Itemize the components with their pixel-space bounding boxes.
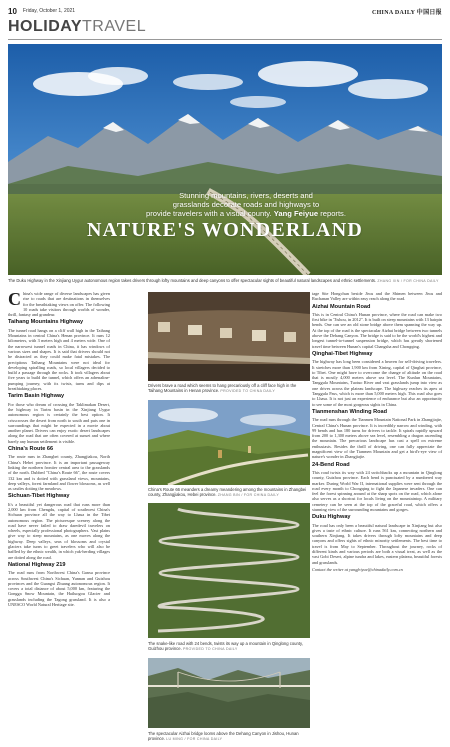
photo-caption-4 <box>148 731 310 742</box>
section-title <box>8 18 146 36</box>
subhead-tianmenshan: Tianmenshan Winding Road <box>312 408 388 415</box>
article-column-3 <box>312 291 442 574</box>
paragraph-aizhai: This is in Central China's Hunan province, where the road can make two first bike in "Jishou, in 2012". It is built on steep mountains with 13 hairpin bends. One can see an old stone bridge above them spanning the way up. At the top of the road is the spectacular Aizhai bridge between two tunnels above the Dehang Canyon. The bridge is said to be the world's highest and longest tunnel-to-tunnel suspension bridge, which has greatly shortened travel time between Hunan's capital Changsha and Chongqing. <box>312 311 442 349</box>
photo-caption-4-credit: LU MING / FOR CHINA DAILY <box>166 737 223 742</box>
tunnel-road-illustration <box>148 292 310 381</box>
hero-photo <box>8 44 442 275</box>
photo-caption-2 <box>148 487 310 498</box>
article-column-1 <box>8 291 110 609</box>
section-title-light: TRAVEL <box>82 18 147 35</box>
hero-caption-credit: ZHANG XIN / FOR CHINA DAILY <box>377 279 439 283</box>
hero-deck <box>126 191 366 218</box>
photo-24-bend-road <box>148 503 310 638</box>
photo-route-66 <box>148 400 310 485</box>
hero-caption-text: The Duku Highway in the Xinjiang Uygur autonomous region takes drivers through lofty mountains and deep canyons to offer spectacular sights of beautiful natural landscapes and ethnic settlements. <box>8 278 377 283</box>
paragraph-duku: The road has only been a beautiful natural landscape in Xinjiang but also gives a taste of ethnic culture. It runs 561 km, connecting northern and southern Xinjiang. It takes drivers through lofty mountains and deep canyons and offers sights of ethnic minority settlements. The best time to travel is from May to September. Throughout the journey, rocks of different kinds and various periods are both a visual treat, as well as the vast Gobi Desert, alpine tundra and lakes, eastern plateau, beautiful forests and grasslands. <box>312 522 442 565</box>
hero-caption <box>8 278 442 284</box>
photo-caption-1-credit: PROVIDED TO CHINA DAILY <box>220 389 276 394</box>
subhead-qinghai-tibet: Qinghai-Tibet Highway <box>312 350 373 357</box>
headline: NATURE'S WONDERLAND <box>87 219 363 241</box>
hero-deck-line: grasslands decorate roads and highways to <box>172 200 320 209</box>
paragraph-lead-in: tage Site Hongchun beside Jiwu and the Shimen between Jiwu and Ruchanan Valley are within easy reach along the road. <box>312 291 442 302</box>
photo-taihang-tunnel <box>148 292 310 381</box>
paragraph-route66: The route runs in Zhangbei county, Zhangjiakou, North China's Hebei province. It is an important passageway linking the northern frontier central area to the grasslands of the north. Dubbed "China's Route 66", the route covers 132 km and is dotted with grassland views, mountains, deep valleys, forest farmland and flower blossoms, as well as castles dotting the meadows. <box>8 454 110 492</box>
paragraph-sichuan-tibet: It's a beautiful yet dangerous road that runs more than 2,000 km from Chengdu, capital of southwest China's Sichuan province all the way to Lhasa in the Tibet autonomous region. The picturesque scenery along the road have never failed to draw daredevil travelers on wheels, especially professional photographers. Vast plains give way to steep mountains, as one moves along the highway. Deep valleys, seas of blossoms and crystal glaciers take turns to greet travelers who will also be baffled by the ethnic wealth, in which yak-herding villages are dotted along the road. <box>8 501 110 560</box>
photo-caption-3-credit: PROVIDED TO CHINA DAILY <box>182 647 238 652</box>
subhead-aizhai: Aizhai Mountain Road <box>312 303 371 310</box>
page-number: 10 <box>8 6 17 16</box>
intro-text: hina's wide range of diverse landscapes has given rise to roads that are destinations in themselves for the breathtaking views on offer. The following 10 roads take visitors through worlds of wonder, thrill, fantasy and grandeur. <box>8 291 110 318</box>
hero-deck-line-3 <box>126 209 366 218</box>
masthead-bar <box>8 6 442 16</box>
subhead-sichuan-tibet: Sichuan-Tibet Highway <box>8 493 70 500</box>
photo-caption-3-text: The snake-like road with 24 bends, twists its way up a mountain in Qinglong county, Guizhou province. <box>148 641 303 652</box>
photo-aizhai-bridge <box>148 658 310 728</box>
switchback-road-illustration <box>148 503 310 638</box>
photo-caption-3 <box>148 641 310 652</box>
subhead-taihang: Taihang Mountains Highway <box>8 319 84 326</box>
photo-caption-4-text: The spectacular Aizhai bridge looms above the Dehang Canyon in Jishou, Hunan province. <box>148 731 299 742</box>
photo-caption-2-text: China's Route 66 meanders a dreamy meandering among the mountains in Zhangbei county, Zhangjiakou, Hebei province. <box>148 487 307 498</box>
section-divider <box>8 39 442 40</box>
subhead-duku: Duku Highway <box>312 514 351 521</box>
byline-suffix: reports. <box>318 209 346 218</box>
photo-caption-2-credit: ZHANG BIN / FOR CHINA DAILY <box>217 493 280 498</box>
subhead-tarim: Tarim Basin Highway <box>8 393 65 400</box>
subhead-route66: China's Route 66 <box>8 446 54 453</box>
paragraph-tianmenshan: The road runs through the Tianmen Mountain National Park in Zhangjiajie, Central China's Hunan province. It is incredibly narrow and winding, with 99 bends and has 180 turns for drivers to tackle. It spirals rapidly upward from 200 to 1,300 meters above sea level, resembling a dragon ascending the mountain. The precarious landscape has cast a spell on extreme enthusiasts. Besides the thrill of driving, one can fully appreciate the magnificent view of the Tianmen Mountain and get a bird's-eye view of nature's wonder in Zhangjiajie. <box>312 417 442 460</box>
drop-cap: C <box>8 289 21 309</box>
paragraph-qinghai-tibet: The highway has long been considered a heaven for self-driving travelers. It stretches more than 1,900 km from Xining, capital of Qinghai province, to Tibet. One might have to overcome the change of altitude on the road that is mostly 4,000 meters above sea level. The Kunlun Mountains, Tanggula Mountains, Tuotuo River and vast grasslands jump into view as one drives across the plateau landscape. The highway reaches its apex at Tanggula Pass, which is more than 5,000 meters high. This road also goes to Lhasa. It is not just an experience of endurance but also an opportunity to see some of the most gorgeous sights in China. <box>312 359 442 407</box>
grassland-road-illustration <box>148 400 310 485</box>
paragraph-taihang: The tunnel road hangs on a cliff wall high in the Taihang Mountains in central China's Henan province. It runs 12 kilometers, with 3 meters high and 4 meters wide. One of the narrowest tunnel roads in China, it has windows of various sizes and shapes. It is said that drivers should not be distracted as they could make fatal mistakes. The precipitous Taihang Mountains were not ideal for developing spiralling roads, so local villagers decided to build a passage through the rocks. It took villagers about five years to build the tunnel, which offers an adrenaline-pumping journey, with its twists, turns and dips at breathtaking places. <box>8 327 110 392</box>
intro-paragraph <box>8 291 110 317</box>
subhead-24-bend: 24-Bend Road <box>312 461 350 468</box>
photo-caption-1 <box>148 383 310 394</box>
hero-deck-line: provide travelers with a visual county. <box>146 209 272 218</box>
paragraph-tarim: For those who dream of crossing the Taklimakan Desert, the highway in Tarim basin in the Xinjiang Uygur autonomous region is certainly the best option. It crisscrosses the desert from north to south and puts one in surroundings that might be expected in a movie about another planet. Drivers can enjoy exotic desert landscapes along the road that are often covered at sunset and where barely any human settlement is visible. <box>8 401 110 444</box>
paragraph-24-bend: This road twists its way with 24 switchbacks up a mountain in Qinglong county, Guizhou province. Each bend is punctuated by a numbered way marker. During World War II, international supplies were sent through the road every month to Chongqing to fight the Japanese invaders. One can feel the forest spinning around at the sharp spots on the road, which alone also serves as a shortcut for locals living on the mountaintop. A military cemetery can be seen at the top of the graceful road, which offers a stunning view of the surrounding mountains and gorges. <box>312 469 442 512</box>
writer-contact: Contact the writer at yangfeiyue@chinadaily.com.cn <box>312 566 403 572</box>
section-title-bold: HOLIDAY <box>8 18 83 35</box>
byline: Yang Feiyue <box>273 209 319 218</box>
bridge-canyon-illustration <box>148 658 310 728</box>
paragraph-nh219: The road runs from Northwest China's Gansu province across Southwest China's Sichuan, Yunnan and Guizhou provinces and the Guangxi Zhuang autonomous region. It covers a total distance of about 5,000 km, featuring the Gongga Snow Mountain, the Hailuogou Glacier and grasslands including the Tagong grassland. It is also a UNESCO World Natural Heritage site. <box>8 570 110 608</box>
newspaper-brand: CHINA DAILY 中国日报 <box>371 9 442 16</box>
hero-deck-line: Stunning mountains, rivers, deserts and <box>179 191 313 200</box>
photo-caption-1-text: Drivers brave a road which seems to hang precariously off a cliff face high in the Taihang Mountains in Henan province. <box>148 383 297 394</box>
issue-date: Friday, October 1, 2021 <box>22 8 76 14</box>
subhead-nh219: National Highway 219 <box>8 561 66 568</box>
